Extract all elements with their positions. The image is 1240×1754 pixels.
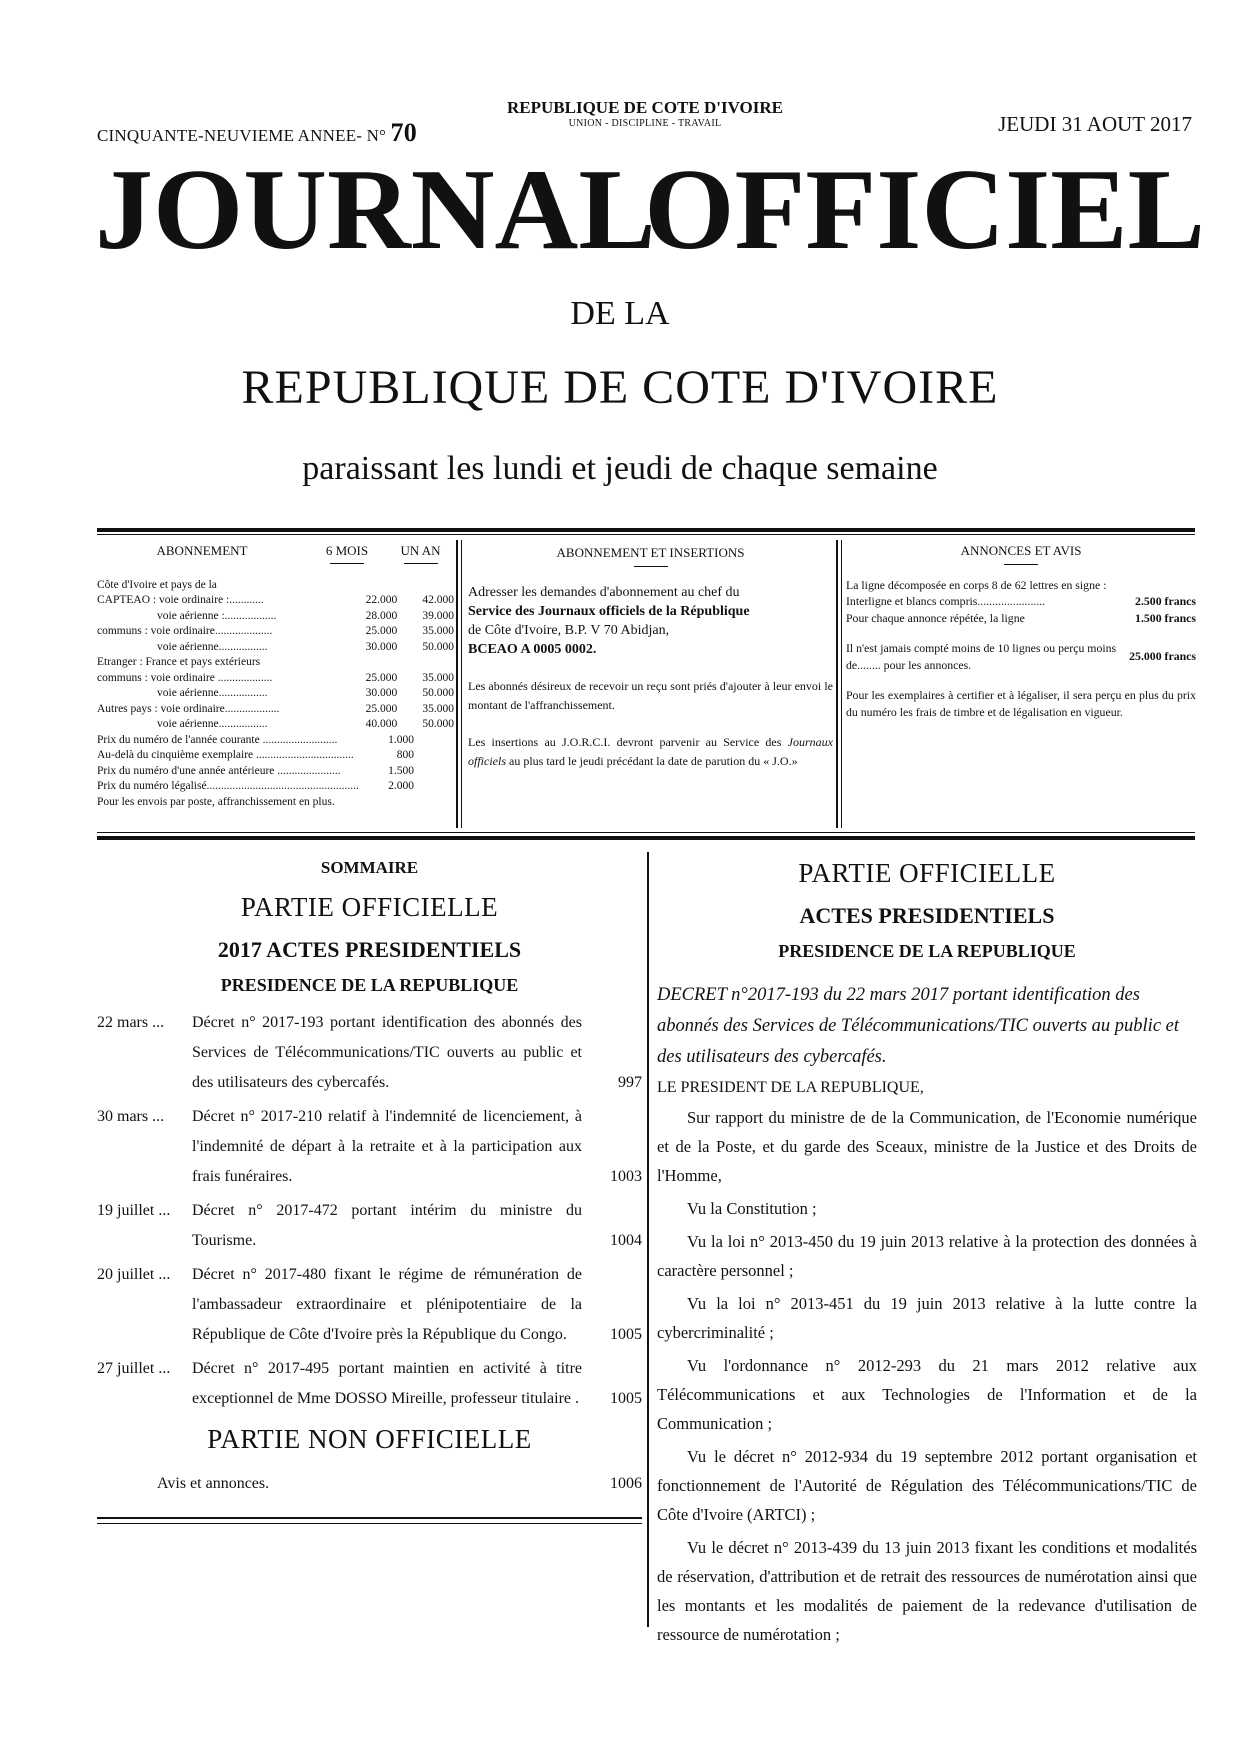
extra-label: Prix du numéro légalisé..................................................... <box>97 780 359 792</box>
abonnement-header: ABONNEMENT <box>156 543 248 558</box>
insertions-box <box>468 543 833 828</box>
insertions-header: ABONNEMENT ET INSERTIONS <box>556 545 745 560</box>
annonce-repeat-rate: Pour chaque annonce répétée, la ligne <box>846 610 1025 625</box>
top-rule-thin <box>97 534 1195 535</box>
abonnement-row <box>97 671 454 687</box>
issue-date: JEUDI 31 AOUT 2017 <box>998 112 1192 136</box>
abonnement-label: communs : voie ordinaire ................... <box>97 671 273 684</box>
extra-value: 800 <box>396 749 414 761</box>
column-divider <box>461 540 462 828</box>
toc-page: 997 <box>618 1074 642 1091</box>
toc-date: 27 juillet ... <box>97 1360 171 1377</box>
annonces-header: ANNONCES ET AVIS <box>960 543 1082 558</box>
toc-date: 19 juillet ... <box>97 1202 171 1219</box>
abonnement-extra-row <box>97 779 454 795</box>
country-name: REPUBLIQUE DE COTE D'IVOIRE <box>507 98 783 117</box>
decree-title: DECRET n°2017-193 du 22 mars 2017 portant identification des abonnés des Services de Télécommunications/TIC ouverts au public et des utilisateurs des cybercafés. <box>657 985 1180 1067</box>
annonces-rates <box>846 577 1196 674</box>
col-6-mois: 6 MOIS <box>307 543 387 564</box>
abonnement-extras <box>97 733 454 795</box>
toc-text: Décret n° 2017-495 portant maintien en activité à titre exceptionnel de Mme DOSSO Mireille, professeur titulaire . <box>192 1360 582 1407</box>
abonnement-row <box>97 702 454 718</box>
toc-date: 20 juillet ... <box>97 1266 171 1283</box>
abonnement-row <box>97 593 454 609</box>
abonnement-row <box>97 640 454 656</box>
bottom-rule-thin <box>97 1523 642 1524</box>
extra-label: Au-delà du cinquième exemplaire .................................. <box>97 749 354 761</box>
title-word-officiel: OFFICIEL <box>644 146 1205 274</box>
decree-paragraph: Vu la loi n° 2013-450 du 19 juin 2013 relative à la protection des données à caractère personnel ; <box>657 1232 1197 1280</box>
avis-label: Avis et annonces. <box>157 1475 270 1492</box>
right-actes: ACTES PRESIDENTIELS <box>799 903 1055 928</box>
decree-paragraph: Vu l'ordonnance n° 2012-293 du 21 mars 2012 relative aux Télécommunications et aux Technologies de l'Information et de la Communication ; <box>657 1356 1197 1433</box>
toc-entry[interactable] <box>97 1260 642 1350</box>
insertions-deadline: Les insertions au J.O.R.C.I. devront parvenir au Service des Journaux officiels au plus tard le jeudi précédant la date de parution du « J.O.» <box>468 735 833 768</box>
decree-paragraph: Vu le décret n° 2013-439 du 13 juin 2013 fixant les conditions et modalités de réservation, d'attribution et de retrait des ressources de numérotation ainsi que les montants et les modalités de paiement de la redevance d'utilisation de ressource de numérotation ; <box>657 1538 1197 1644</box>
abonnement-row <box>97 609 454 625</box>
decree-column <box>657 858 1197 1653</box>
bottom-rule <box>97 1517 642 1519</box>
abonnement-extra-row <box>97 764 454 780</box>
abonnement-table <box>97 593 454 733</box>
extra-value: 2.000 <box>388 780 414 792</box>
sommaire-heading: SOMMAIRE <box>320 858 419 877</box>
publication-frequency: paraissant les lundi et jeudi de chaque semaine <box>302 450 938 487</box>
motto: UNION - DISCIPLINE - TRAVAIL <box>568 118 722 129</box>
abonnement-an: 35.000 <box>422 702 454 715</box>
subtitle-de-la: DE LA <box>570 295 670 332</box>
abonnement-an: 35.000 <box>422 625 454 637</box>
abonnement-an <box>422 655 454 671</box>
insertions-receipt-note: Les abonnés désireux de recevoir un reçu sont priés d'ajouter à leur envoi le montant de l'affranchissement. <box>468 679 833 712</box>
right-presidence: PRESIDENCE DE LA REPUBLIQUE <box>778 941 1076 961</box>
issue-number: 70 <box>390 118 417 147</box>
abonnement-label: communs : voie ordinaire.................... <box>97 625 273 637</box>
decree-paragraph: Vu le décret n° 2012-934 du 19 septembre 2012 portant organisation et fonctionnement de l'Autorité de Régulation des Télécommunications/TIC de Côte d'Ivoire (ARTCI) ; <box>657 1447 1197 1524</box>
toc-date: 22 mars ... <box>97 1014 165 1031</box>
abonnement-row <box>97 717 454 733</box>
annonces-box <box>846 543 1196 828</box>
toc-text: Décret n° 2017-472 portant intérim du ministre du Tourisme. <box>192 1202 582 1249</box>
abonnement-6mois: 30.000 <box>365 687 398 699</box>
annonce-line-price: 2.500 francs <box>1135 594 1196 608</box>
top-rule <box>97 528 1195 532</box>
journal-title <box>95 146 1205 274</box>
toc-entry[interactable] <box>97 1196 642 1256</box>
abonnement-box <box>97 543 454 828</box>
edition-line <box>97 118 417 148</box>
abonnement-extra-row <box>97 733 454 749</box>
abonnement-row <box>97 686 454 702</box>
abonnement-an: 39.000 <box>422 609 454 622</box>
abonnement-6mois: 25.000 <box>365 671 398 684</box>
annonce-repeat-price: 1.500 francs <box>1135 610 1196 625</box>
decree-paragraph: Vu la Constitution ; <box>687 1199 817 1218</box>
annonce-line-rate: La ligne décomposée en corps 8 de 62 lettres en signe : Interligne et blancs compris....................... <box>846 577 1107 608</box>
abonnement-an: 42.000 <box>422 594 454 606</box>
toc-text: Décret n° 2017-480 fixant le régime de rémunération de l'ambassadeur extraordinaire et plénipotentiaire de la République de Côte d'Ivoire près la République du Congo. <box>192 1266 582 1343</box>
abonnement-row <box>97 624 454 640</box>
avis-page: 1006 <box>610 1475 642 1492</box>
decree-paragraph: Sur rapport du ministre de de la Communication, de l'Economie numérique et de la Poste, et du garde des Sceaux, ministre de la Justice et des Droits de l'Homme, <box>657 1108 1197 1185</box>
abonnement-6mois: 40.000 <box>365 718 398 730</box>
mid-rule <box>97 836 1195 840</box>
column-divider <box>836 540 838 828</box>
abonnement-label: Etranger : France et pays extérieurs <box>97 656 261 668</box>
abonnement-label: voie aérienne................. <box>157 640 268 653</box>
extra-value: 1.500 <box>388 764 414 777</box>
abonnement-label: voie aérienne................. <box>157 687 268 699</box>
sommaire <box>97 858 642 1524</box>
annonce-legalisation: Pour les exemplaires à certifier et à légaliser, il sera perçu en plus du prix du numéro les frais de timbre et de légalisation en vigueur. <box>846 688 1196 719</box>
col-un-an: UN AN <box>387 543 454 564</box>
toc-page: 1003 <box>610 1168 642 1185</box>
table-of-contents <box>97 1008 642 1414</box>
mid-rule-thin <box>97 832 1195 833</box>
title-word-journal: JOURNAL <box>95 146 656 274</box>
right-partie: PARTIE OFFICIELLE <box>798 858 1056 888</box>
sommaire-presidence: PRESIDENCE DE LA REPUBLIQUE <box>220 975 519 995</box>
abonnement-6mois: 28.000 <box>365 609 398 622</box>
extra-label: Prix du numéro d'une année antérieure ...................... <box>97 764 341 777</box>
annonce-minimum: Il n'est jamais compté moins de 10 lignes ou perçu moins de........ pour les annonces. <box>846 641 1117 672</box>
decree-body <box>657 1103 1197 1649</box>
decree-paragraph: Vu la loi n° 2013-451 du 19 juin 2013 relative à la lutte contre la cybercriminalité ; <box>657 1294 1197 1342</box>
toc-entry[interactable] <box>97 1102 642 1192</box>
abonnement-label: voie aérienne................. <box>157 718 268 730</box>
edition-label: CINQUANTE-NEUVIEME ANNEE- N° <box>97 126 387 145</box>
insertions-address: Adresser les demandes d'abonnement au chef du Service des Journaux officiels de la République de Côte d'Ivoire, B.P. V 70 Abidjan, BCEAO A 0005 0002. <box>468 585 750 657</box>
abonnement-label: Autres pays : voie ordinaire................... <box>97 702 280 715</box>
abonnement-an: 35.000 <box>422 671 454 684</box>
subtitle-republique: REPUBLIQUE DE COTE D'IVOIRE <box>241 361 999 414</box>
toc-date: 30 mars ... <box>97 1108 165 1125</box>
abonnement-6mois: 25.000 <box>365 702 398 715</box>
column-divider <box>841 540 842 828</box>
column-divider <box>456 540 458 828</box>
extra-label: Prix du numéro de l'année courante .......................... <box>97 733 338 746</box>
toc-text: Décret n° 2017-193 portant identification des abonnés des Services de Télécommunications/TIC ouverts au public et des utilisateurs des cybercafés. <box>192 1014 582 1091</box>
avis-entry[interactable] <box>97 1475 642 1493</box>
abonnement-footer: Pour les envois par poste, affranchissement en plus. <box>97 795 335 808</box>
abonnement-an: 50.000 <box>422 640 454 653</box>
sommaire-partie: PARTIE OFFICIELLE <box>240 892 499 922</box>
abonnement-extra-row <box>97 748 454 764</box>
abonnement-6mois: 25.000 <box>365 625 398 637</box>
decree-president: LE PRESIDENT DE LA REPUBLIQUE, <box>657 1079 924 1096</box>
sommaire-non-officielle: PARTIE NON OFFICIELLE <box>207 1424 532 1454</box>
abonnement-an: 50.000 <box>422 718 454 730</box>
page-column-divider <box>647 852 649 1627</box>
abonnement-label: voie aérienne :.................. <box>157 609 277 622</box>
abonnement-an: 50.000 <box>422 687 454 699</box>
abonnement-intro: Côte d'Ivoire et pays de la <box>97 578 217 591</box>
toc-text: Décret n° 2017-210 relatif à l'indemnité de licenciement, à l'indemnité de départ à la retraite et à la participation aux frais funéraires. <box>192 1108 582 1185</box>
toc-entry[interactable] <box>97 1354 642 1414</box>
toc-page: 1005 <box>610 1326 642 1343</box>
extra-value: 1.000 <box>388 733 414 746</box>
sommaire-actes: 2017 ACTES PRESIDENTIELS <box>217 937 522 962</box>
abonnement-6mois <box>366 655 423 671</box>
toc-entry[interactable] <box>97 1008 642 1098</box>
annonce-minimum-price: 25.000 francs <box>1129 649 1196 664</box>
abonnement-6mois: 22.000 <box>365 594 398 606</box>
toc-page: 1004 <box>610 1232 642 1249</box>
abonnement-row <box>97 655 454 671</box>
toc-page: 1005 <box>610 1390 642 1407</box>
country-block <box>480 98 810 129</box>
abonnement-label: CAPTEAO : voie ordinaire :............ <box>97 594 264 606</box>
abonnement-6mois: 30.000 <box>365 640 398 653</box>
